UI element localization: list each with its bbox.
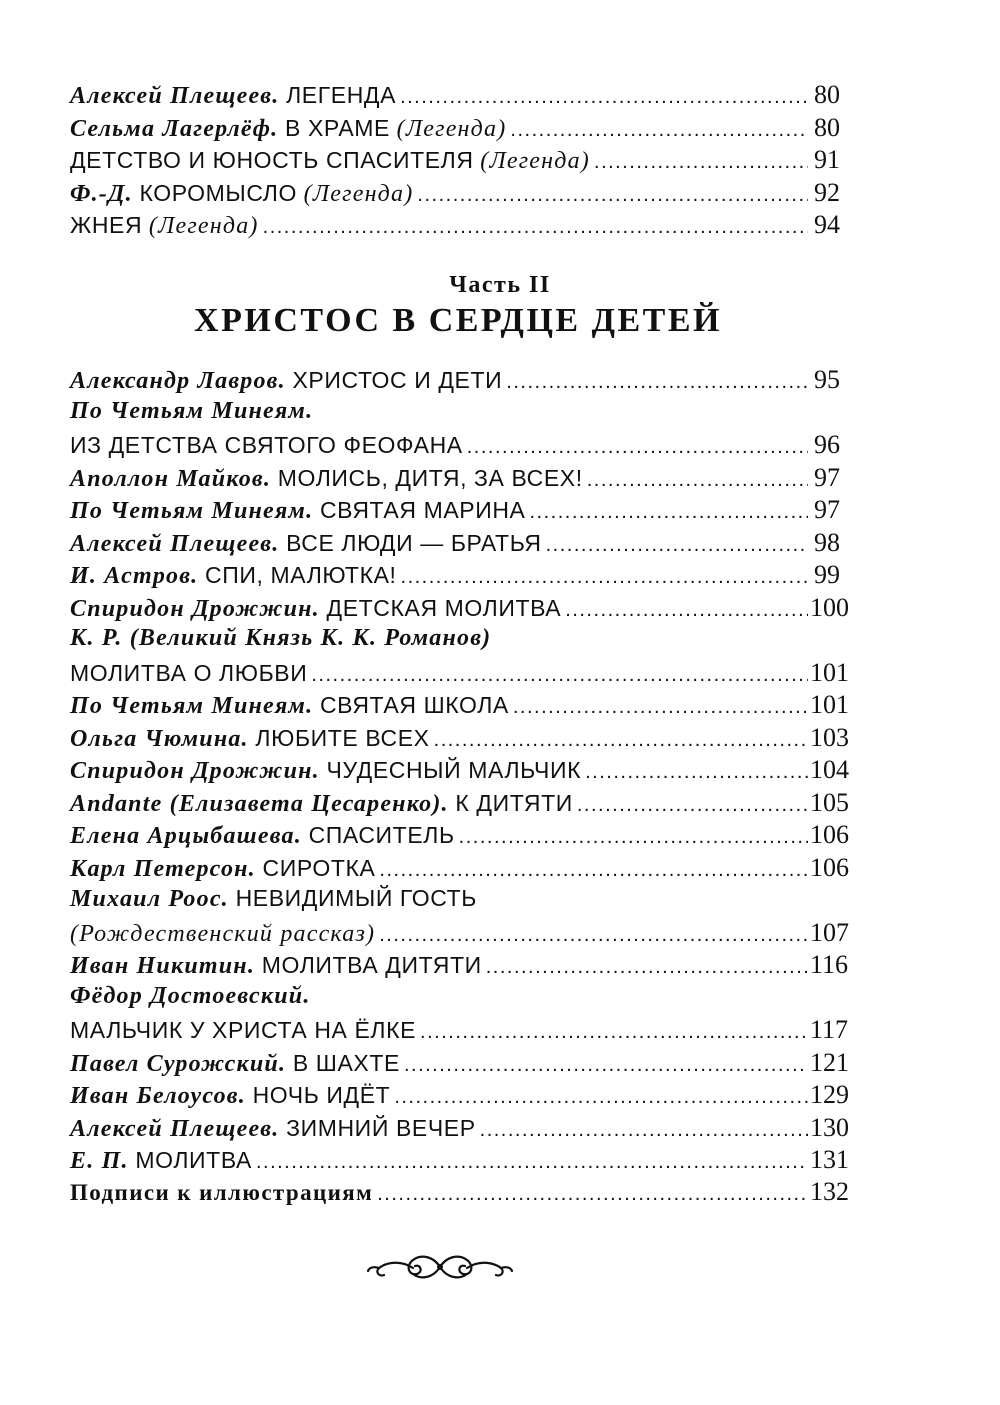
entry-title: МОЛИТВА: [135, 1147, 252, 1173]
toc-entry: [70, 560, 840, 593]
entry-author: Аполлон Майков.: [70, 465, 272, 492]
space: [133, 180, 140, 208]
page-number: 92: [814, 177, 840, 207]
toc-entry: [70, 398, 840, 431]
entry-note: (Легенда): [148, 213, 259, 239]
entry-title: СВЯТАЯ МАРИНА: [319, 497, 526, 523]
space: [297, 180, 304, 208]
dot-leader: [400, 86, 808, 109]
dot-leader: [506, 371, 808, 394]
toc-entry: [70, 80, 840, 113]
page-number: 107: [810, 917, 849, 947]
space: [271, 465, 278, 493]
toc-entry: [70, 495, 840, 528]
dot-leader: [510, 119, 808, 142]
entry-author: Михаил Роос.: [70, 886, 229, 912]
space: [302, 822, 309, 850]
page-number: 91: [814, 145, 840, 174]
entry-author: Andante (Елизавета Цесаренко).: [70, 790, 449, 817]
toc-entry: [70, 463, 840, 496]
dot-leader: [394, 1086, 808, 1109]
space: [279, 530, 286, 558]
space: [286, 1050, 293, 1078]
page-number: 96: [814, 430, 840, 459]
entry-title: НЕВИДИМЫЙ ГОСТЬ: [235, 885, 477, 911]
entry-note: (Легенда): [303, 180, 414, 207]
entry-title: СПИ, МАЛЮТКА!: [205, 562, 397, 588]
entry-title: МАЛЬЧИК У ХРИСТА НА ЁЛКЕ: [70, 1017, 417, 1043]
toc-entry: [70, 1145, 849, 1178]
toc-entry: [70, 820, 849, 853]
space: [246, 1082, 253, 1110]
entry-title: ЧУДЕСНЫЙ МАЛЬЧИК: [326, 757, 582, 783]
entry-author: Иван Никитин.: [70, 953, 256, 979]
space: [278, 115, 285, 143]
entry-author: По Четьям Минеям.: [70, 397, 314, 424]
dot-leader: [513, 696, 808, 719]
toc-entry: [70, 787, 849, 821]
toc-captions-section: [70, 1177, 849, 1210]
entry-author: Александр Лавров.: [70, 368, 286, 394]
captions-title: Подписи к иллюстрациям: [70, 1180, 374, 1205]
dot-leader: [594, 151, 808, 174]
toc-entry: [70, 983, 840, 1016]
entry-note: (Легенда): [396, 115, 507, 142]
entry-author: По Четьям Минеям.: [70, 693, 314, 719]
part-title: ХРИСТОС В СЕРДЦЕ ДЕТЕЙ: [194, 302, 722, 339]
page-number: 129: [810, 1080, 849, 1109]
entry-note: (Легенда): [480, 148, 591, 174]
entry-title: ХРИСТОС И ДЕТИ: [292, 367, 503, 393]
entry-author: Фёдор Достоевский.: [70, 982, 311, 1009]
entry-title: НОЧЬ ИДЁТ: [252, 1082, 391, 1108]
toc-entry: [70, 113, 840, 146]
entry-title: МОЛИТВА О ЛЮБВИ: [70, 659, 308, 686]
space: [320, 757, 327, 785]
page-number: 97: [814, 495, 840, 524]
dot-leader: [467, 436, 808, 459]
page-number: 121: [810, 1047, 849, 1077]
entry-author: Алексей Плещеев.: [70, 530, 280, 557]
space: [474, 147, 481, 175]
dot-leader: [377, 1183, 808, 1206]
page-number: 117: [810, 1015, 849, 1044]
entry-title: ДЕТСКАЯ МОЛИТВА: [326, 594, 562, 621]
toc-entry: [70, 178, 840, 211]
entry-author: Карл Петерсон.: [70, 855, 256, 882]
page-number: 132: [810, 1177, 849, 1206]
entry-title: ЗИМНИЙ ВЕЧЕР: [286, 1114, 476, 1141]
page-number: 131: [810, 1145, 849, 1174]
toc-entry: [70, 365, 840, 398]
space: [320, 595, 327, 623]
page-number: 101: [810, 690, 849, 719]
toc-entry: [70, 950, 849, 983]
space: [449, 790, 456, 818]
toc-entry: [70, 917, 849, 951]
entry-author: Ф.-Д.: [70, 180, 133, 207]
entry-author: Спиридон Дрожжин.: [70, 595, 320, 622]
entry-title: В ШАХТЕ: [292, 1049, 400, 1076]
space: [313, 497, 320, 525]
entry-title: СПАСИТЕЛЬ: [308, 822, 455, 848]
dot-leader: [434, 729, 808, 752]
space: [229, 885, 236, 913]
space: [313, 692, 320, 720]
dot-leader: [577, 794, 808, 817]
space: [390, 115, 397, 143]
entry-author: Ольга Чюмина.: [70, 725, 249, 752]
fleuron-ornament-icon: [365, 1246, 515, 1288]
entry-author: И. Астров.: [70, 563, 199, 589]
dot-leader: [379, 924, 808, 947]
space: [249, 725, 256, 753]
entry-title: МОЛИСЬ, ДИТЯ, ЗА ВСЕХ!: [277, 464, 583, 491]
toc-entry: [70, 852, 849, 886]
dot-leader: [420, 1021, 808, 1044]
entry-title: К ДИТЯТИ: [455, 789, 573, 816]
entry-author: Иван Белоусов.: [70, 1083, 246, 1109]
page-number: 105: [810, 787, 849, 817]
toc-entry: [70, 657, 849, 691]
toc-entry: [70, 592, 849, 626]
entry-title: ИЗ ДЕТСТВА СВЯТОГО ФЕОФАНА: [70, 432, 463, 458]
entry-author: К. Р. (Великий Князь К. К. Романов): [70, 625, 492, 651]
dot-leader: [530, 501, 809, 524]
entry-title: ЖНЕЯ: [70, 212, 143, 238]
entry-title: ЛЮБИТЕ ВСЕХ: [255, 724, 430, 751]
dot-leader: [486, 956, 808, 979]
space: [129, 1147, 136, 1175]
space: [256, 855, 263, 883]
dot-leader: [401, 566, 808, 589]
toc-entry: [70, 625, 840, 658]
page-number: 104: [810, 755, 849, 784]
toc-entry: [70, 690, 849, 723]
space: [279, 1115, 286, 1143]
page-number: 103: [810, 722, 849, 752]
toc-entry: [70, 145, 840, 178]
space: [142, 212, 149, 240]
entry-title: СВЯТАЯ ШКОЛА: [319, 692, 509, 718]
part-label: Часть II: [449, 272, 551, 298]
dot-leader: [585, 761, 808, 784]
page-number: 95: [814, 365, 840, 394]
dot-leader: [404, 1054, 808, 1077]
page-number: 101: [810, 657, 849, 687]
page-number: 97: [814, 462, 840, 492]
entry-author: Павел Сурожский.: [70, 1050, 287, 1077]
page-number: 94: [814, 210, 840, 239]
toc-entry: [70, 1047, 849, 1081]
page-number: 98: [814, 527, 840, 557]
space: [286, 367, 293, 395]
page-number: 80: [814, 80, 840, 109]
entry-title: КОРОМЫСЛО: [139, 179, 297, 206]
toc-entry: [70, 755, 849, 788]
dot-leader: [480, 1119, 808, 1142]
space: [198, 562, 205, 590]
dot-leader: [379, 859, 808, 882]
space: [255, 952, 262, 980]
entry-title: ВСЕ ЛЮДИ — БРАТЬЯ: [286, 529, 542, 556]
toc-entry: [70, 885, 840, 918]
entry-author: По Четьям Минеям.: [70, 498, 314, 524]
entry-author: Сельма Лагерлёф.: [70, 115, 279, 142]
dot-leader: [417, 184, 808, 207]
entry-title: МОЛИТВА ДИТЯТИ: [261, 952, 482, 978]
page-number: 106: [810, 820, 849, 849]
page-number: 106: [810, 852, 849, 882]
entry-title: В ХРАМЕ: [285, 114, 390, 141]
toc-entry: [70, 722, 849, 756]
dot-leader: [546, 534, 808, 557]
entry-author: Спиридон Дрожжин.: [70, 758, 320, 784]
page-number: 99: [814, 560, 840, 589]
toc-entry: [70, 1080, 849, 1113]
page-number: 80: [814, 112, 840, 142]
dot-leader: [587, 469, 808, 492]
space: [279, 82, 286, 110]
toc-section-top: [70, 80, 840, 243]
toc-entry: [70, 430, 840, 463]
entry-author: Алексей Плещеев.: [70, 83, 280, 109]
page-number: 130: [810, 1112, 849, 1142]
toc-entry-captions: [70, 1177, 849, 1210]
toc-entry: [70, 1112, 849, 1146]
toc-section-part2: [70, 365, 849, 1178]
dot-leader: [256, 1151, 808, 1174]
toc-entry: [70, 528, 840, 561]
dot-leader: [263, 216, 808, 239]
dot-leader: [459, 826, 808, 849]
page-number: 100: [810, 592, 849, 622]
entry-title: СИРОТКА: [262, 854, 376, 881]
page-number: 116: [810, 950, 849, 979]
dot-leader: [565, 599, 808, 622]
entry-note: (Рождественский рассказ): [70, 920, 376, 947]
entry-author: Е. П.: [70, 1148, 129, 1174]
toc-entry: [70, 210, 840, 243]
entry-author: Елена Арцыбашева.: [70, 823, 302, 849]
entry-title: ЛЕГЕНДА: [286, 82, 397, 108]
dot-leader: [311, 664, 808, 687]
entry-author: Алексей Плещеев.: [70, 1115, 280, 1142]
toc-entry: [70, 1015, 849, 1048]
entry-title: ДЕТСТВО И ЮНОСТЬ СПАСИТЕЛЯ: [70, 147, 474, 173]
